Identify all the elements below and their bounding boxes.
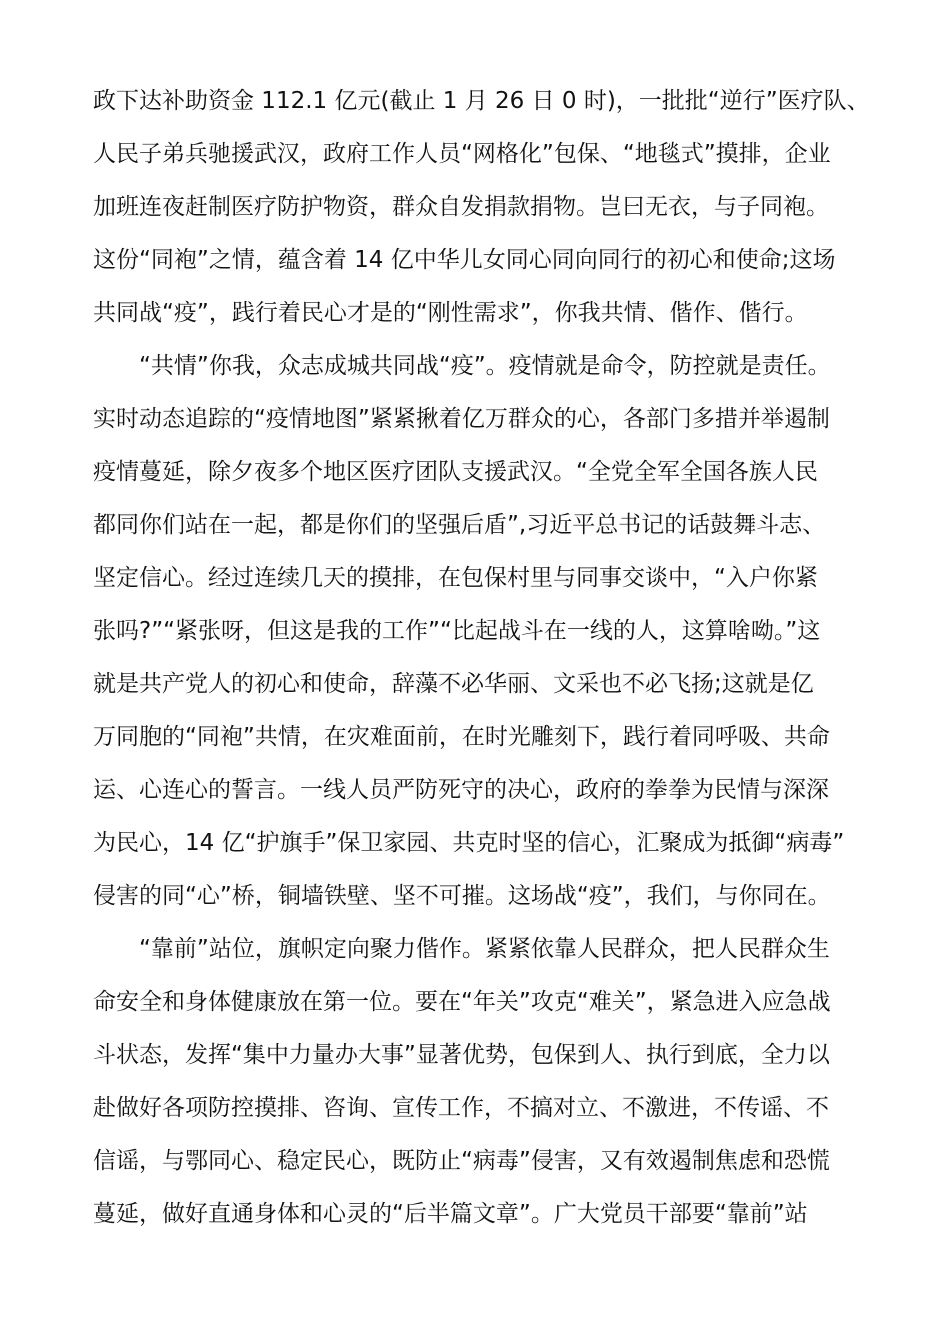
text-line: 加班连夜赶制医疗防护物资，群众自发捐款捐物。岂曰无衣，与子同袍。 <box>93 194 829 220</box>
text-line: 万同胞的“同袍”共情，在灾难面前，在时光雕刻下，践行着同呼吸、共命 <box>93 724 830 750</box>
text-line: 坚定信心。经过连续几天的摸排，在包保村里与同事交谈中，“入户你紧 <box>93 565 818 591</box>
text-line: 疫情蔓延，除夕夜多个地区医疗团队支援武汉。“全党全军全国各族人民 <box>93 459 818 485</box>
text-line: 这份“同袍”之情，蕴含着 14 亿中华儿女同心同向同行的初心和使命;这场 <box>93 247 836 273</box>
text-line: 实时动态追踪的“疫情地图”紧紧揪着亿万群众的心，各部门多措并举遏制 <box>93 406 830 432</box>
paragraph-end-line: 共同战“疫”，践行着民心才是的“刚性需求”，你我共情、偕作、偕行。 <box>93 300 808 326</box>
text-line: 蔓延，做好直通身体和心灵的“后半篇文章”。广大党员干部要“靠前”站 <box>93 1201 808 1227</box>
paragraph-start-line: “靠前”站位，旗帜定向聚力偕作。紧紧依靠人民群众，把人民群众生 <box>139 936 830 962</box>
text-line: 张吗?”“紧张呀，但这是我的工作”“比起战斗在一线的人，这算啥呦。”这 <box>93 618 821 644</box>
text-line: 命安全和身体健康放在第一位。要在“年关”攻克“难关”，紧急进入应急战 <box>93 989 831 1015</box>
text-line: 就是共产党人的初心和使命，辞藻不必华丽、文采也不必飞扬;这就是亿 <box>93 671 814 697</box>
text-line: 信谣，与鄂同心、稳定民心，既防止“病毒”侵害，又有效遏制焦虑和恐慌 <box>93 1148 830 1174</box>
paragraph-end-line: 侵害的同“心”桥，铜墙铁壁、坚不可摧。这场战“疫”，我们，与你同在。 <box>93 883 831 909</box>
paragraph-start-line: “共情”你我，众志成城共同战“疫”。疫情就是命令，防控就是责任。 <box>139 353 831 379</box>
text-line: 人民子弟兵驰援武汉，政府工作人员“网格化”包保、“地毯式”摸排，企业 <box>93 141 831 167</box>
text-line: 赴做好各项防控摸排、咨询、宣传工作，不搞对立、不激进，不传谣、不 <box>93 1095 829 1121</box>
text-line: 为民心，14 亿“护旗手”保卫家园、共克时坚的信心，汇聚成为抵御“病毒” <box>93 830 845 856</box>
body-text <box>93 75 870 1241</box>
text-line: 都同你们站在一起，都是你们的坚强后盾”,习近平总书记的话鼓舞斗志、 <box>93 512 826 538</box>
text-line: 斗状态，发挥“集中力量办大事”显著优势，包保到人、执行到底，全力以 <box>93 1042 830 1068</box>
text-line: 政下达补助资金 112.1 亿元(截止 1 月 26 日 0 时)，一批批“逆行”医疗队、 <box>93 88 870 114</box>
text-line: 运、心连心的誓言。一线人员严防死守的决心，政府的拳拳为民情与深深 <box>93 777 829 803</box>
